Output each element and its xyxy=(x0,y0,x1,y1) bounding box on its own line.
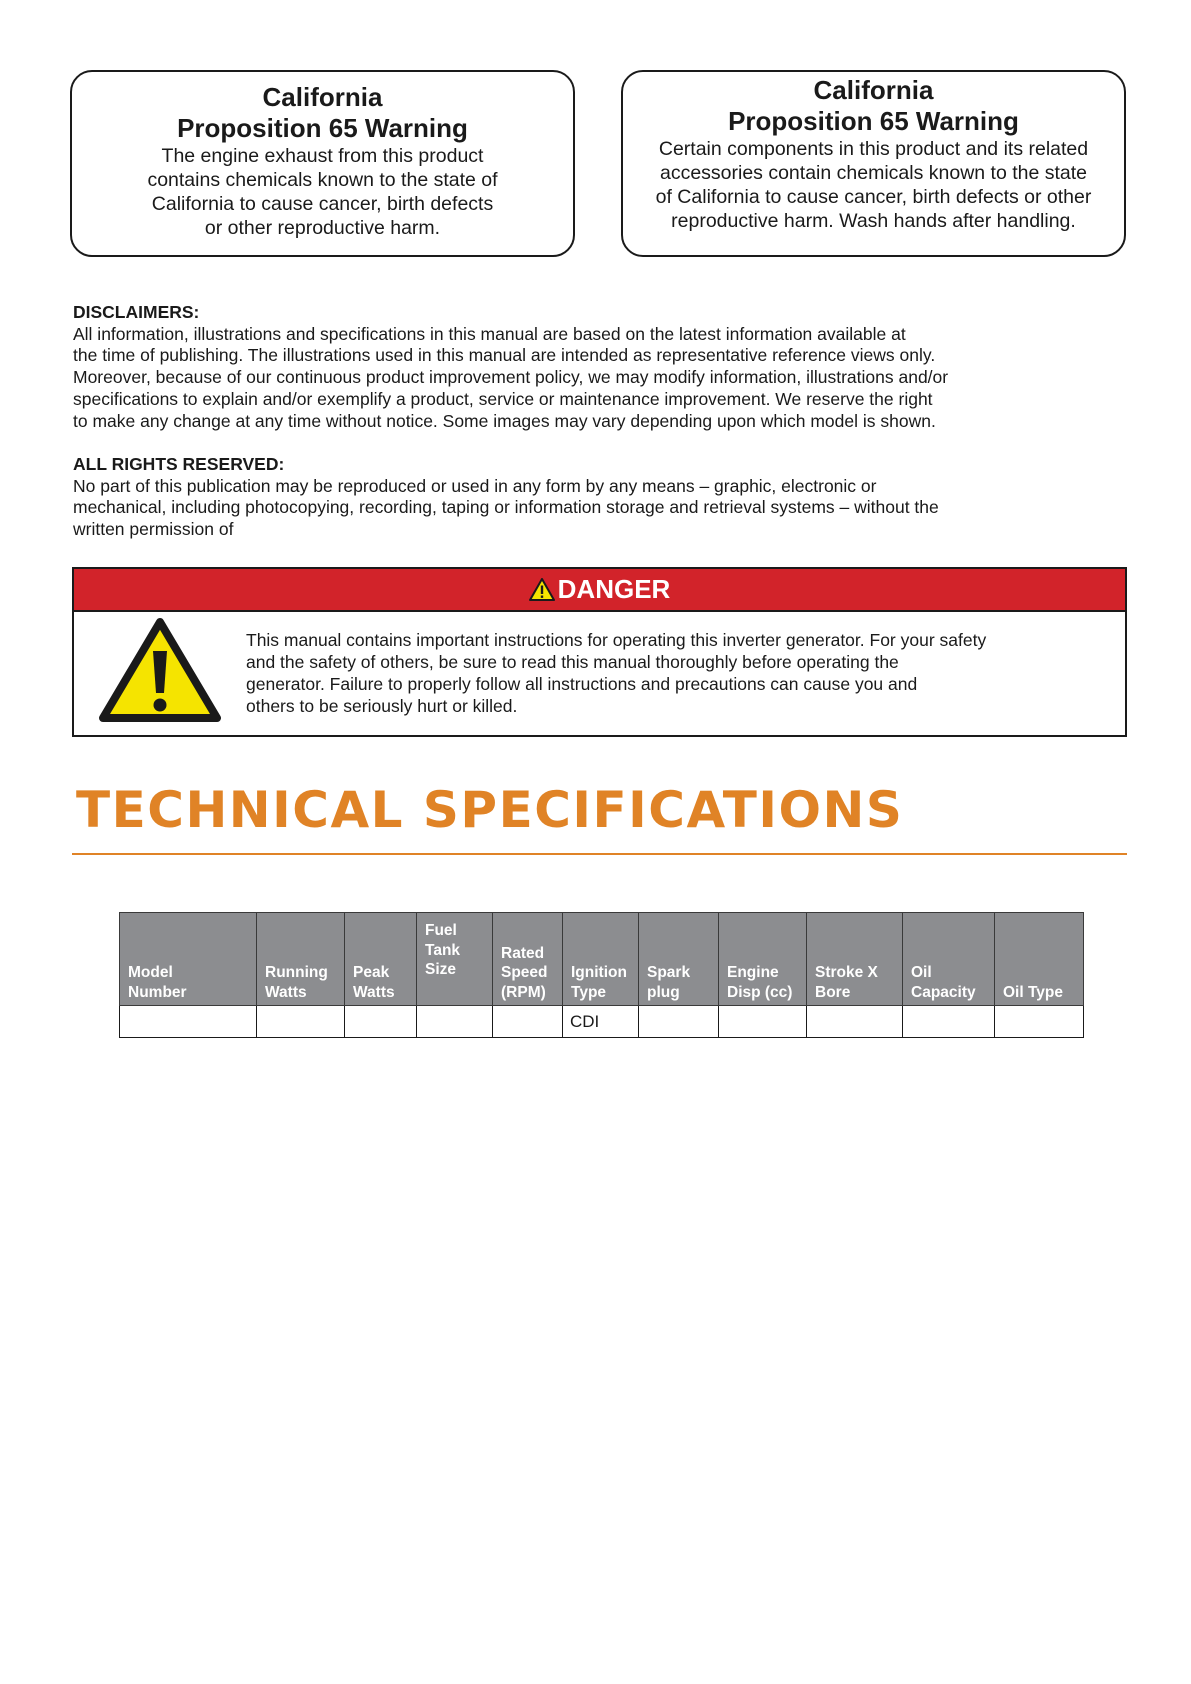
column-header-rated-speed: Rated Speed (RPM) xyxy=(493,913,563,1006)
specifications-table xyxy=(119,912,1084,1038)
rights-line: written permission of xyxy=(73,519,234,540)
column-header-ignition-type: Ignition Type xyxy=(563,913,639,1006)
danger-line: and the safety of others, be sure to read this manual thoroughly before operating the xyxy=(246,652,899,672)
rights-line: mechanical, including photocopying, recording, taping or information storage and retrieval systems – without the xyxy=(73,497,939,518)
warning-text: The engine exhaust from this product contains chemicals known to the state of California to cause cancer, birth defects or other reproductive harm. xyxy=(147,145,498,239)
prop65-warning-engine-exhaust xyxy=(70,70,575,257)
column-header-running-watts: Running Watts xyxy=(257,913,345,1006)
danger-line: others to be seriously hurt or killed. xyxy=(246,696,518,716)
cell-stroke-bore xyxy=(807,1006,903,1038)
cell-peak-watts xyxy=(345,1006,417,1038)
column-header-model-number: Model Number xyxy=(120,913,257,1006)
warning-title-line1: California xyxy=(813,75,934,105)
danger-line: generator. Failure to properly follow all instructions and precautions can cause you and xyxy=(246,674,918,694)
column-header-fuel-tank-size: Fuel Tank Size xyxy=(417,913,493,1006)
column-header-oil-type: Oil Type xyxy=(995,913,1084,1006)
warning-triangle-icon xyxy=(98,617,222,723)
warning-title-line2: Proposition 65 Warning xyxy=(728,106,1019,136)
rights-line: No part of this publication may be reproduced or used in any form by any means – graphic, electronic or xyxy=(73,475,877,496)
prop65-warning-components xyxy=(621,70,1126,257)
cell-oil-capacity xyxy=(903,1006,995,1038)
column-header-oil-capacity: Oil Capacity xyxy=(903,913,995,1006)
disclaimers-line: All information, illustrations and specifications in this manual are based on the latest information available at xyxy=(73,323,906,344)
warning-title xyxy=(72,82,573,144)
cell-spark-plug xyxy=(639,1006,719,1038)
cell-running-watts xyxy=(257,1006,345,1038)
table-header-row xyxy=(120,913,1084,1006)
danger-text xyxy=(246,629,1076,717)
rights-heading: ALL RIGHTS RESERVED: xyxy=(73,454,285,474)
warning-title-line2: Proposition 65 Warning xyxy=(177,113,468,143)
danger-header xyxy=(74,569,1125,612)
column-header-engine-disp: Engine Disp (cc) xyxy=(719,913,807,1006)
table-row xyxy=(120,1006,1084,1038)
warning-triangle-small-icon xyxy=(529,578,555,601)
title-divider xyxy=(72,853,1127,855)
cell-engine-disp xyxy=(719,1006,807,1038)
disclaimers-line: specifications to explain and/or exemplify a product, service or maintenance improvement. We reserve the right xyxy=(73,388,933,409)
column-header-stroke-bore: Stroke X Bore xyxy=(807,913,903,1006)
cell-ignition-type: CDI xyxy=(563,1006,639,1038)
cell-rated-speed xyxy=(493,1006,563,1038)
danger-label: DANGER xyxy=(557,574,671,604)
disclaimers-heading: DISCLAIMERS: xyxy=(73,302,200,322)
column-header-peak-watts: Peak Watts xyxy=(345,913,417,1006)
cell-fuel-tank-size xyxy=(417,1006,493,1038)
column-header-spark-plug: Spark plug xyxy=(639,913,719,1006)
cell-oil-type xyxy=(995,1006,1084,1038)
disclaimers-line: Moreover, because of our continuous product improvement policy, we may modify information, illustrations and/or xyxy=(73,367,949,388)
disclaimers-line: to make any change at any time without notice. Some images may vary depending upon which model is shown. xyxy=(73,410,936,431)
disclaimers-line: the time of publishing. The illustrations used in this manual are intended as representative reference views only. xyxy=(73,345,936,366)
warning-text: Certain components in this product and its related accessories contain chemicals known to the state of California to cause cancer, birth defects or other reproductive harm. Wash hands after handling. xyxy=(655,138,1092,232)
technical-specifications-title: TECHNICAL SPECIFICATIONS xyxy=(76,781,904,839)
warning-title xyxy=(623,75,1124,137)
warning-title-line1: California xyxy=(262,82,383,112)
rights-section xyxy=(73,454,1123,541)
cell-model-number xyxy=(120,1006,257,1038)
danger-line: This manual contains important instructions for operating this inverter generator. For your safety xyxy=(246,630,987,650)
danger-notice xyxy=(72,567,1127,737)
disclaimers-section xyxy=(73,302,1123,432)
